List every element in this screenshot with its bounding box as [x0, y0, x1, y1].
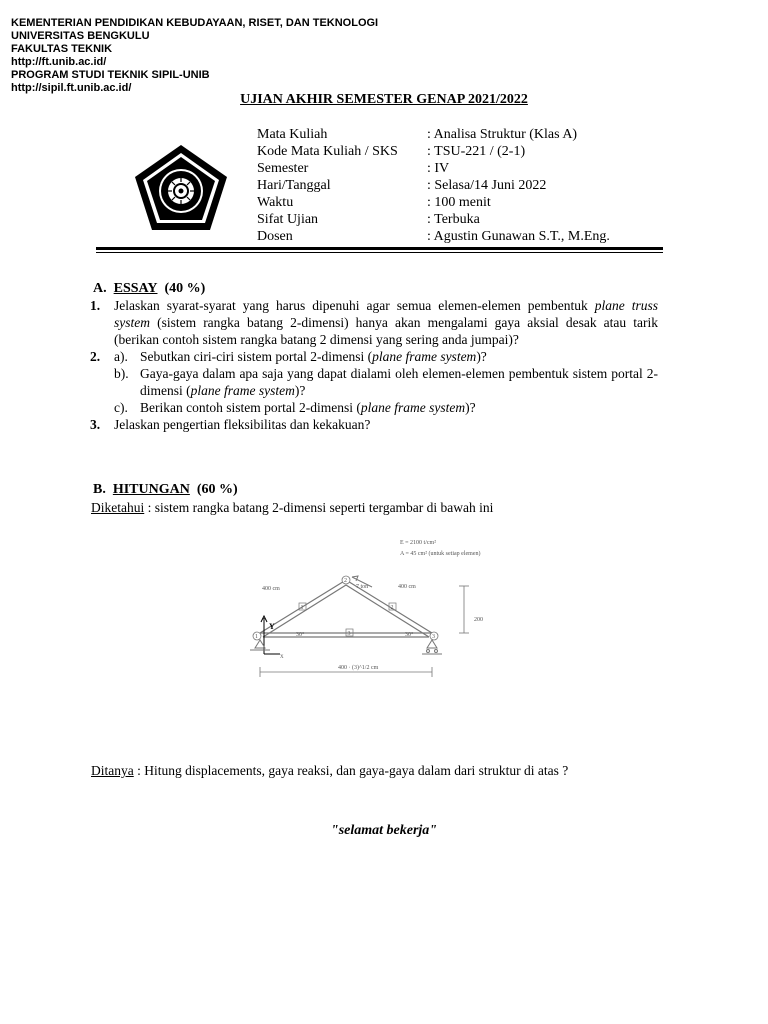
- section-b-heading: [93, 482, 238, 498]
- diagram-material-e: E = 2100 t/cm²: [400, 540, 437, 546]
- section-letter: A.: [93, 281, 107, 296]
- header-divider: [96, 247, 663, 250]
- sub-text-italic: plane frame system: [360, 400, 466, 415]
- asked-statement: [91, 763, 568, 779]
- element-2-label: 2: [390, 605, 394, 611]
- node-1-label: 1: [255, 634, 258, 640]
- node-2-label: 2: [344, 578, 347, 584]
- exam-title: UJIAN AKHIR SEMESTER GENAP 2021/2022: [240, 92, 528, 107]
- question-3: [90, 416, 658, 433]
- section-name: ESSAY: [113, 281, 158, 296]
- info-row-course-code: [257, 143, 667, 160]
- ministry-name: KEMENTERIAN PENDIDIKAN KEBUDAYAAN, RISET, DAN TEKNOLOGI: [11, 17, 379, 29]
- question-number: 2.: [90, 349, 101, 364]
- info-row-course: [257, 126, 667, 143]
- given-statement: [91, 500, 493, 516]
- question-2b: [114, 365, 658, 399]
- sub-text-part: )?: [294, 383, 306, 398]
- sub-text-part: )?: [476, 349, 487, 364]
- program-name: PROGRAM STUDI TEKNIK SIPIL-UNIB: [11, 69, 210, 81]
- section-a-heading: [93, 281, 205, 297]
- diagram-angle-right: 30°: [405, 632, 414, 638]
- info-label: Waktu: [257, 195, 294, 210]
- diagram-load: 7 ton: [356, 584, 369, 590]
- info-label: Kode Mata Kuliah / SKS: [257, 144, 398, 159]
- sub-text: [140, 365, 658, 399]
- sub-text-italic: plane frame system: [372, 349, 477, 364]
- info-value: : Agustin Gunawan S.T., M.Eng.: [427, 229, 610, 244]
- exam-info: [257, 126, 667, 245]
- faculty-name: FAKULTAS TEKNIK: [11, 43, 113, 55]
- info-value: : Selasa/14 Juni 2022: [427, 178, 547, 193]
- question-text-part: (sistem rangka batang 2-dimensi) hanya akan mengalami gaya aksial desak atau tarik (berikan contoh sistem rangka batang 2 dimensi yang sering anda jumpai)?: [114, 315, 658, 347]
- given-label: Diketahui: [91, 500, 145, 515]
- info-label: Semester: [257, 161, 309, 176]
- diagram-material-a: A = 45 cm² (untuk setiap elemen): [400, 551, 481, 557]
- essay-questions: [90, 297, 658, 433]
- roller-support-icon: [422, 640, 442, 654]
- info-row-lecturer: [257, 228, 667, 245]
- sub-text: [140, 399, 658, 416]
- info-label: Hari/Tanggal: [257, 178, 331, 193]
- height-dimension: [459, 586, 469, 633]
- section-name: HITUNGAN: [112, 482, 190, 497]
- sub-text-italic: plane frame system: [190, 383, 295, 398]
- info-label: Dosen: [257, 229, 293, 244]
- truss-diagram: [240, 530, 510, 680]
- sub-text: [140, 348, 658, 365]
- asked-text: : Hitung displacements, gaya reaksi, dan gaya-gaya dalam dari struktur di atas ?: [133, 763, 569, 778]
- sub-label: a).: [114, 349, 128, 364]
- university-name: UNIVERSITAS BENGKULU: [11, 30, 150, 42]
- closing-message: "selamat bekerja": [330, 823, 438, 838]
- sub-text-part: Gaya-gaya dalam apa saja yang dapat dialami oleh elemen-elemen pembentuk sistem portal 2-dimensi (: [140, 366, 658, 398]
- institution-header: [11, 17, 378, 95]
- info-row-date: [257, 177, 667, 194]
- question-2-parts: [114, 348, 658, 416]
- info-value: : IV: [427, 161, 450, 176]
- header-divider-thin: [96, 252, 663, 253]
- question-text: [114, 297, 658, 348]
- sub-text-part: Sebutkan ciri-ciri sistem portal 2-dimensi (: [140, 349, 373, 364]
- info-value: : 100 menit: [427, 195, 491, 210]
- info-row-duration: [257, 194, 667, 211]
- info-label: Sifat Ujian: [257, 212, 319, 227]
- question-2c: [114, 399, 658, 416]
- info-label: Mata Kuliah: [257, 127, 328, 142]
- info-value: : TSU-221 / (2-1): [427, 144, 526, 159]
- sub-text-part: Berikan contoh sistem portal 2-dimensi (: [140, 400, 361, 415]
- element-1-label: 1: [300, 605, 304, 611]
- info-value: : Terbuka: [427, 212, 480, 227]
- question-number: 3.: [90, 417, 101, 432]
- question-2a: [114, 348, 658, 365]
- sub-label: c).: [114, 400, 128, 415]
- question-1: [90, 297, 658, 348]
- axis-x-label: X: [280, 655, 284, 660]
- sub-label: b).: [114, 366, 129, 381]
- question-text: Jelaskan pengertian fleksibilitas dan kekakuan?: [114, 417, 371, 432]
- question-text-italic: plane truss system: [114, 298, 658, 330]
- program-url[interactable]: http://sipil.ft.unib.ac.id/: [11, 82, 132, 94]
- diagram-left-length: 400 cm: [262, 586, 280, 592]
- faculty-url[interactable]: http://ft.unib.ac.id/: [11, 56, 107, 68]
- section-weight: (60 %): [196, 482, 238, 497]
- question-number: 1.: [90, 298, 101, 313]
- section-letter: B.: [93, 482, 106, 497]
- question-2: [90, 348, 658, 416]
- info-row-exam-type: [257, 211, 667, 228]
- diagram-right-length: 400 cm: [398, 584, 416, 590]
- info-value: : Analisa Struktur (Klas A): [427, 127, 578, 142]
- diagram-height: 200: [474, 617, 483, 623]
- sub-text-part: )?: [465, 400, 476, 415]
- diagram-angle-left: 30°: [296, 632, 305, 638]
- node-3-label: 3: [432, 634, 435, 640]
- diagram-span: 400 · (3)^1/2 cm: [338, 665, 379, 671]
- asked-label: Ditanya: [91, 763, 134, 778]
- question-text-part: Jelaskan syarat-syarat yang harus dipenuhi agar semua elemen-elemen pembentuk: [114, 298, 595, 313]
- info-row-semester: [257, 160, 667, 177]
- pin-support-icon: [250, 640, 270, 650]
- given-text: : sistem rangka batang 2-dimensi seperti tergambar di bawah ini: [144, 500, 494, 515]
- element-3-label: 3: [347, 631, 351, 637]
- university-logo-icon: [133, 143, 229, 233]
- section-weight: (40 %): [164, 281, 206, 296]
- axis-y-label: Y: [269, 622, 275, 631]
